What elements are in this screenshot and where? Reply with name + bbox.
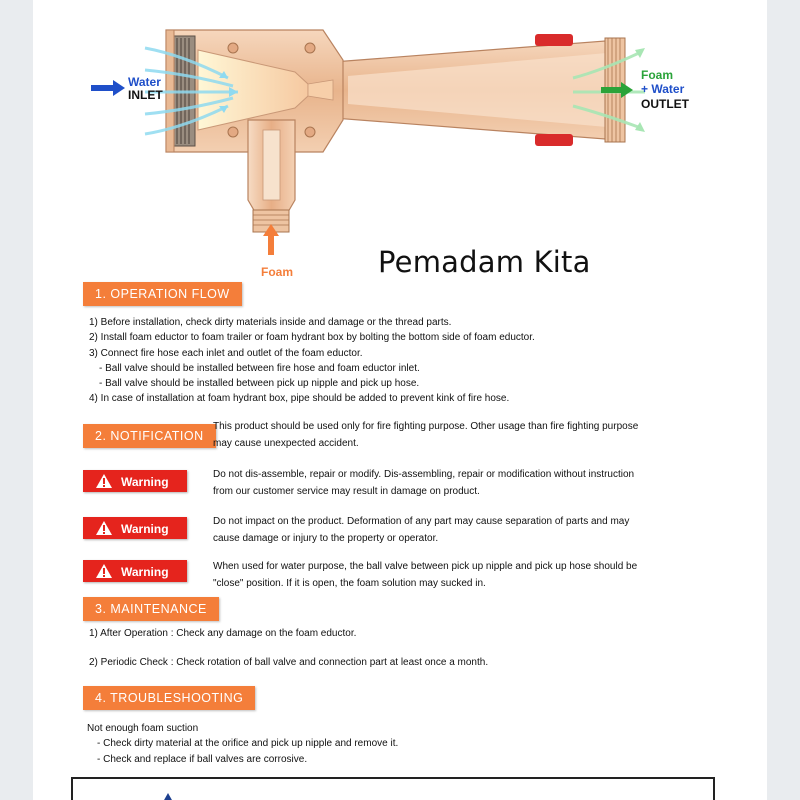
water-label: Water [128,75,161,89]
warning-triangle-icon [95,563,113,579]
troubleshooting-list [87,721,398,767]
list-item: 2) Install foam eductor to foam trailer or foam hydrant box by bolting the bottom side of foam eductor. [89,332,535,344]
notification-text: This product should be used only for fire fighting purpose. Other usage than fire fighting purpose may cause unexpected accident. [213,421,639,449]
section-troubleshooting: 4. TROUBLESHOOTING [83,686,255,710]
list-item: Not enough foam suction [87,723,199,734]
red-clamp-top-right [535,34,573,46]
list-item: - Ball valve should be installed between fire hose and foam eductor inlet. [99,362,420,374]
maintenance-item: 2) Periodic Check : Check rotation of ball valve and connection part at least once a month. [89,657,489,668]
foam-out-label: Foam [641,68,674,82]
section-operation-flow: 1. OPERATION FLOW [83,282,242,306]
warning-triangle-icon [95,520,113,536]
warning-label: Warning [121,475,169,489]
maintenance-item: 1) After Operation : Check any damage on the foam eductor. [89,628,357,639]
warning-text: When used for water purpose, the ball valve between pick up nipple and pick up hose should be "close" position. If it is open, the foam solution may sucked in. [213,561,638,589]
warning-badge [83,470,187,492]
watermark-text: Pemadam Kita [378,245,591,279]
plus-water-label: + Water [641,82,685,96]
warning-badge [83,560,187,582]
list-item: - Check dirty material at the orifice and pick up nipple and remove it. [97,738,399,750]
warning-label: Warning [121,565,169,579]
inlet-label: INLET [128,88,163,102]
inlet-arrow-icon [91,80,125,96]
section-notification: 2. NOTIFICATION [83,424,216,448]
section-maintenance: 3. MAINTENANCE [83,597,219,621]
warning-label: Warning [121,522,169,536]
list-item: 3) Connect fire hose each inlet and outlet of the foam eductor. [89,347,363,359]
list-item: 4) In case of installation at foam hydrant box, pipe should be added to prevent kink of fire hose. [89,393,510,405]
list-item: - Ball valve should be installed between pick up nipple and pick up hose. [99,378,420,390]
warning-text: Do not impact on the product. Deformation of any part may cause separation of parts and may cause damage or injury to the property or operator. [213,516,630,544]
document-page [33,0,767,800]
warning-badge [83,517,187,539]
red-clamp-bottom-right [535,134,573,146]
list-item: 1) Before installation, check dirty materials inside and damage or the thread parts. [89,317,452,328]
warning-text: Do not dis-assemble, repair or modify. Dis-assembling, repair or modification without instruction from our customer service may result in damage on product. [213,469,635,497]
bottom-info-box [71,777,715,800]
operation-flow-list [89,315,535,407]
logo-triangle-icon [159,793,177,800]
list-item: - Check and replace if ball valves are corrosive. [97,753,308,765]
foam-in-label: Foam [261,265,294,279]
warning-triangle-icon [95,473,113,489]
outlet-label: OUTLET [641,97,689,111]
